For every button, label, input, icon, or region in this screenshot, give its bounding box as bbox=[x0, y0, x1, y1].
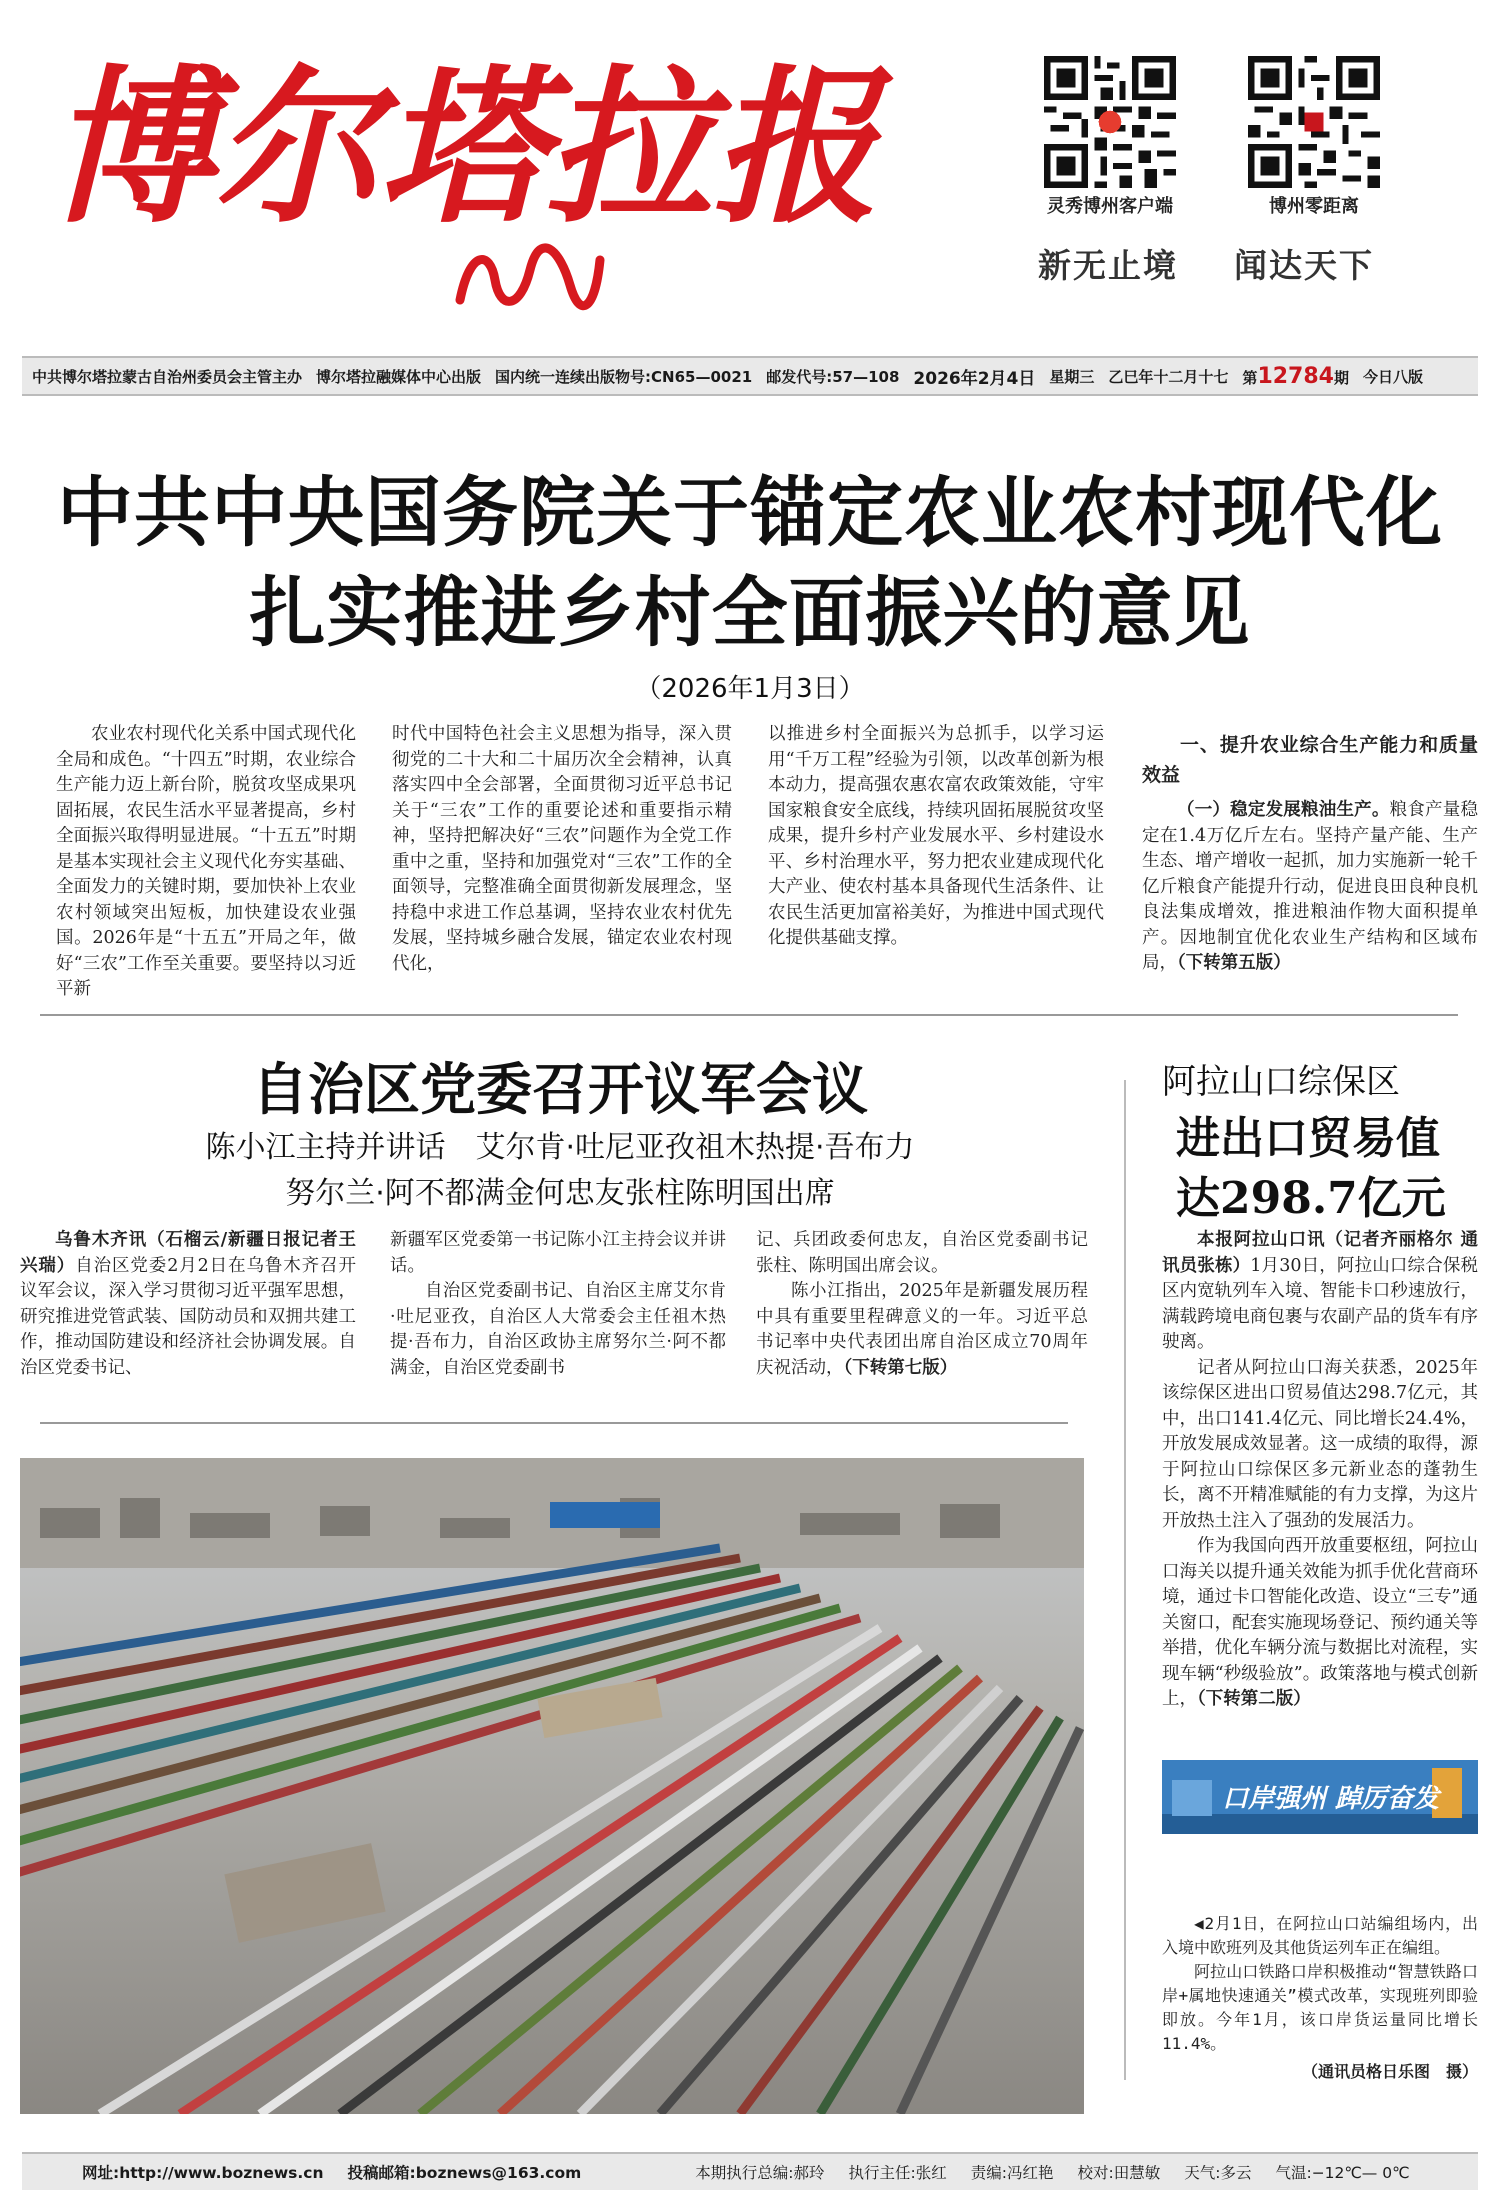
responsible-editor: 责编:冯红艳 bbox=[970, 2164, 1054, 2182]
lead-column-3: 以推进乡村全面振兴为总抓手，以学习运用“千万工程”经验为引领，以改革创新为根本动力，提高强农惠农富农政策效能，守牢国家粮食安全底线，持续巩固拓展脱贫攻坚成果，提升乡村产业发展水平、乡村建设水平、乡村治理水平，努力把农业建成现代化大产业、使农村基本具备现代生活条件、让农民生活更加富裕美好，为推进中国式现代化提供基础支撑。 bbox=[768, 724, 1104, 948]
section-divider bbox=[40, 1014, 1458, 1016]
weekday: 星期三 bbox=[1049, 367, 1095, 386]
story2-jump[interactable]: （下转第七版） bbox=[843, 1357, 958, 1378]
publisher-text: 博尔塔拉融媒体中心出版 bbox=[316, 367, 482, 386]
story3-body: 本报阿拉山口讯（记者齐丽格尔 通讯员张栋）1月30日，阿拉山口综合保税区内宽轨列车入境、智能卡口秒速放行，满载跨境电商包裹与农副产品的货车有序驶离。 记者从阿拉山口海关获悉，2025年该综保区进出口贸易值达298.7亿元，其中，出口141.4亿元、同比增长24.4%，开放发展成效显著。这一成绩的取得，源于阿拉山口综保区多元新业态的蓬勃生长，离不开精准赋能的有力支撑，为这片开放热土注入了强劲的发展活力。 作为我国向西开放重要枢纽，阿拉山口海关以提升通关效能为抓手优化营商环境，通过卡口智能化改造、设立“三专”通关窗口，配套实施现场登记、预约通关等举措，优化车辆分流与数据比对流程，实现车辆“秒级验放”。政策落地与模式创新上，（下转第二版） bbox=[1162, 1230, 1478, 1709]
story2-subline1: 陈小江主持并讲话 艾尔肯·吐尼亚孜祖木热提·吾布力 bbox=[205, 1130, 915, 1165]
page-count: 今日八版 bbox=[1363, 367, 1424, 386]
photo-caption: ◀2月1日，在阿拉山口站编组场内，出入境中欧班列及其他货运列车正在编组。 阿拉山口铁路口岸积极推动“智慧铁路口岸+属地快速通关”模式改革，实现班列即验即放。今年1月，该口岸货运量同比增长11.4%。 （通讯员格日乐图 摄） bbox=[1162, 1912, 1478, 2084]
qr-app-label: 灵秀博州客户端 bbox=[1047, 196, 1173, 217]
footer-bar bbox=[22, 2152, 1478, 2190]
lead-date: （2026年1月3日） bbox=[635, 674, 865, 704]
lead-jump[interactable]: （下转第五版） bbox=[1177, 953, 1291, 973]
lead-headline-line1[interactable]: 中共中央国务院关于锚定农业农村现代化 bbox=[57, 468, 1443, 557]
slogan-left: 新无止境 bbox=[1038, 246, 1178, 285]
story2-column-2: 新疆军区党委第一书记陈小江主持会议并讲话。 自治区党委副书记、自治区主席艾尔肯·吐尼亚孜，自治区人大常委会主任祖木热提·吾布力，自治区政协主席努尔兰·阿不都满金，自治区党委副书 bbox=[390, 1230, 726, 1378]
photo-credit: （通讯员格日乐图 摄） bbox=[1301, 2062, 1478, 2081]
lead-column-2: 时代中国特色社会主义思想为指导，深入贯彻党的二十大和二十届历次全会精神，认真落实四中全会部署，全面贯彻习近平总书记关于“三农”工作的重要论述和重要指示精神，坚持把解决好“三农”问题作为全党工作重中之重，坚持和加强党对“三农”工作的全面领导，完整准确全面贯彻新发展理念，坚持稳中求进工作总基调，坚持农业农村优先发展，坚持城乡融合发展，锚定农业农村现代化， bbox=[392, 724, 732, 974]
masthead-title-text: 博尔塔拉报 bbox=[48, 48, 894, 236]
issue-info-bar bbox=[22, 356, 1478, 396]
issue-number: 12784 bbox=[1257, 363, 1334, 389]
website-link[interactable]: 网址:http://www.boznews.cn bbox=[82, 2164, 324, 2182]
postal-code: 邮发代号:57—108 bbox=[766, 367, 900, 386]
proofreader: 校对:田慧敏 bbox=[1077, 2164, 1161, 2182]
story3-kicker: 阿拉山口综保区 bbox=[1162, 1062, 1400, 1102]
weather: 天气:多云 bbox=[1184, 2164, 1252, 2182]
lead-column-1: 农业农村现代化关系中国式现代化全局和成色。“十四五”时期，农业综合生产能力迈上新台阶，脱贫攻坚成果巩固拓展，农民生活水平显著提高，乡村全面振兴取得明显进展。“十五五”时期是基本实现社会主义现代化夯实基础、全面发力的关键时期，要加快补上农业农村领域突出短板，加快建设农业强国。2026年是“十五五”开局之年，做好“三农”工作至关重要。要坚持以习近平新 bbox=[56, 724, 356, 999]
story2-subline2: 努尔兰·阿不都满金何忠友张柱陈明国出席 bbox=[285, 1176, 835, 1211]
lead-subhead: （一）稳定发展粮油生产。 bbox=[1177, 800, 1390, 820]
chief-editor: 本期执行总编:郝玲 bbox=[695, 2164, 825, 2182]
masthead-logo bbox=[48, 36, 908, 236]
story3-headline-line2[interactable]: 达298.7亿元 bbox=[1176, 1173, 1446, 1224]
story2-column-3: 记、兵团政委何忠友，自治区党委副书记张柱、陈明国出席会议。 陈小江指出，2025年是新疆发展历程中具有重要里程碑意义的一年。习近平总书记率中央代表团出席自治区成立70周年庆祝活动，（下转第七版） bbox=[756, 1230, 1088, 1378]
column-divider bbox=[1124, 1080, 1126, 2080]
story2-divider bbox=[40, 1422, 1068, 1424]
lead-section-heading: 一、提升农业综合生产能力和质量效益 bbox=[1142, 734, 1478, 786]
story2-column-1: 乌鲁木齐讯（石榴云/新疆日报记者王兴瑞）自治区党委2月2日在乌鲁木齐召开议军会议，深入学习贯彻习近平强军思想，研究推进党管武装、国防动员和双拥共建工作，推动国防建设和经济社会协调发展。自治区党委书记、 bbox=[20, 1230, 356, 1378]
lunar-date: 乙巳年十二月十七 bbox=[1108, 367, 1229, 386]
banner-text: 口岸强州 踔厉奋发 bbox=[1222, 1784, 1440, 1814]
temperature: 气温:−12℃— 0℃ bbox=[1275, 2164, 1410, 2182]
lead-headline-line2[interactable]: 扎实推进乡村全面振兴的意见 bbox=[249, 568, 1251, 657]
qr-code-wechat[interactable] bbox=[1248, 56, 1380, 188]
lead-column-4: 一、提升农业综合生产能力和质量效益 （一）稳定发展粮油生产。粮食产量稳定在1.4万亿斤左右。坚持产量产能、生产生态、增产增收一起抓，加力实施新一轮千亿斤粮食产能提升行动，促进良田良种良机良法集成增效，推进粮油作物大面积提单产。因地制宜优化农业生产结构和区域布局，（下转第五版） bbox=[1142, 730, 1478, 977]
story3-jump[interactable]: （下转第二版） bbox=[1197, 1689, 1311, 1709]
rail-yard-photo bbox=[20, 1458, 1084, 2114]
port-banner[interactable] bbox=[1162, 1760, 1478, 1834]
sponsor-text: 中共博尔塔拉蒙古自治州委员会主管主办 bbox=[32, 367, 303, 386]
qr-code-app[interactable] bbox=[1044, 56, 1176, 188]
issue-number-group: 第12784期 bbox=[1242, 363, 1349, 389]
email-link[interactable]: 投稿邮箱:boznews@163.com bbox=[347, 2164, 582, 2182]
story3-byline: 本报阿拉山口讯（记者齐丽格尔 通讯员张栋） bbox=[1162, 1230, 1478, 1276]
director: 执行主任:张红 bbox=[848, 2164, 947, 2182]
cn-number: 国内统一连续出版物号:CN65—0021 bbox=[495, 367, 753, 386]
story2-headline[interactable]: 自治区党委召开议军会议 bbox=[252, 1058, 868, 1123]
story2-byline: 乌鲁木齐讯（石榴云/新疆日报记者王兴瑞） bbox=[20, 1230, 356, 1276]
issue-date: 2026年2月4日 bbox=[913, 368, 1036, 389]
story3-headline-line1[interactable]: 进出口贸易值 bbox=[1176, 1113, 1440, 1164]
masthead-mongolian bbox=[450, 240, 610, 330]
qr-wechat-label: 博州零距离 bbox=[1269, 196, 1359, 217]
slogan-right: 闻达天下 bbox=[1234, 246, 1374, 285]
